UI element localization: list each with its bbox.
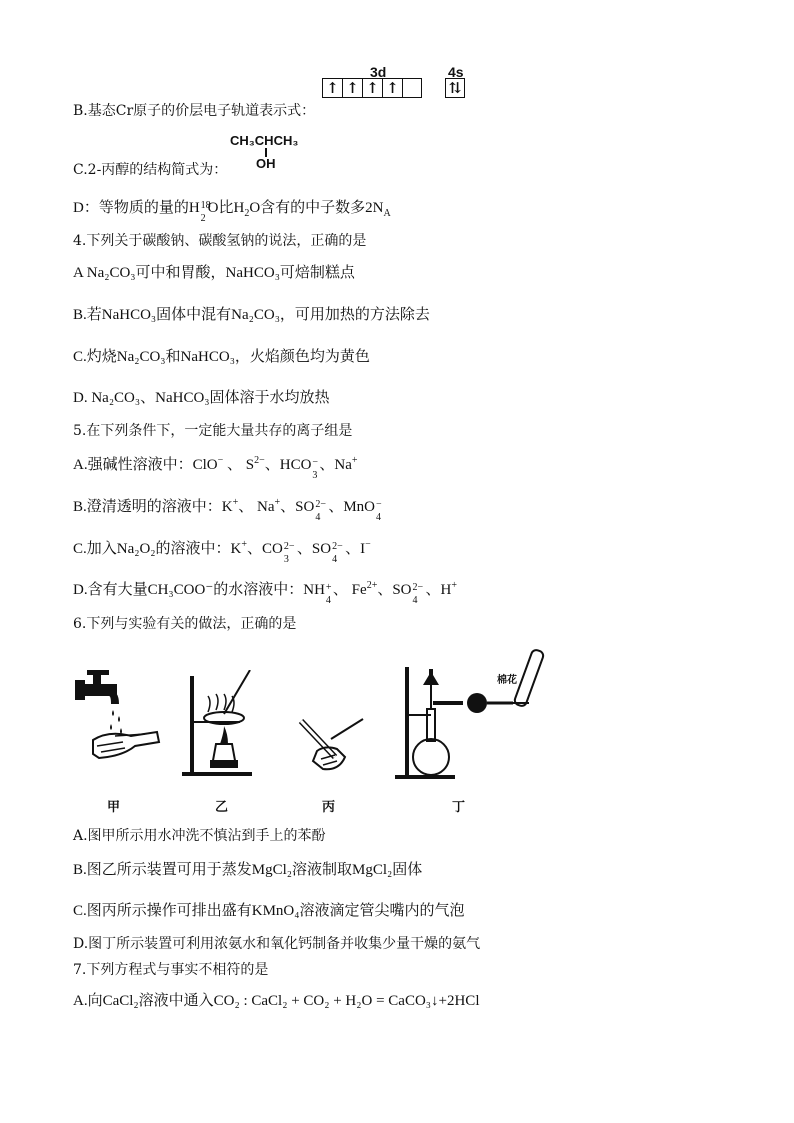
figure-jia-faucet: [75, 670, 165, 770]
q4-option-d: D. Na₂CO₃、NaHCO₃固体溶于水均放热: [73, 390, 330, 406]
orbital-diagram: [322, 66, 472, 112]
q5-option-a-label: A.强碱性溶液中：: [73, 457, 193, 473]
orbital-label-4s: 4s: [448, 64, 464, 80]
q4-option-c: C.灼烧Na₂CO₃和NaHCO₃，火焰颜色均为黄色: [73, 349, 370, 365]
orbital-box-4s: ⇅: [445, 78, 465, 98]
struct-formula-bottom: OH: [256, 156, 276, 171]
figure-caption-yi: 乙: [215, 799, 229, 814]
q5-option-a: A.强碱性溶液中：ClO− 、 $S^{2-}$、HCO − 3 、Na+: [73, 455, 358, 481]
q6-option-c: C.图丙所示操作可排出盛有KMnO₄溶液滴定管尖嘴内的气泡: [73, 903, 465, 919]
figure-caption-jia: 甲: [107, 799, 121, 814]
orbital-label-3d: 3d: [370, 64, 387, 80]
orbital-box-3d-1: ↑: [322, 78, 342, 98]
figure-caption-bing: 丙: [322, 799, 336, 814]
figure-yi-evaporation: [180, 670, 260, 780]
q3-option-b: [73, 101, 315, 121]
q3-option-c-text: C.2-丙醇的结构简式为：: [73, 162, 228, 178]
q6-option-b: B.图乙所示装置可用于蒸发MgCl₂溶液制取MgCl₂固体: [73, 862, 423, 878]
figure-ding-ammonia-apparatus: [395, 645, 555, 785]
cotton-label: 棉花: [497, 675, 517, 686]
figure-caption-ding: 丁: [452, 799, 466, 814]
q3-option-d-mid: O比H: [207, 200, 245, 216]
q3-option-c: [73, 160, 227, 180]
q4-option-b: B.若NaHCO₃固体中混有Na₂CO₃，可用加热的方法除去: [73, 307, 430, 323]
orbital-box-3d-3: ↑: [362, 78, 382, 98]
q7-stem: 7.下列方程式与事实不相符的是: [73, 962, 269, 978]
orbital-box-3d-5: [402, 78, 422, 98]
q5-option-c-label: C.加入Na₂O₂的溶液中：: [73, 541, 231, 557]
q5-option-b: B.澄清透明的溶液中：K+、 Na+、SO 2− 4 、MnO − 4: [73, 497, 382, 523]
q3-option-d-pre: D：等物质的量的H: [73, 200, 200, 216]
orbital-box-3d-4: ↑: [382, 78, 402, 98]
figure-bing-burette: [295, 715, 375, 775]
q4-option-a: A Na₂CO₃可中和胃酸，NaHCO₃可焙制糕点: [73, 265, 355, 281]
q5-option-c: C.加入Na₂O₂的溶液中：K+、CO 2− 3 、SO 2− 4 、I−: [73, 539, 371, 565]
orbital-box-3d-2: ↑: [342, 78, 362, 98]
q6-option-a: A.图甲所示用水冲洗不慎沾到手上的苯酚: [73, 828, 326, 844]
q5-option-b-label: B.澄清透明的溶液中：: [73, 499, 222, 515]
q4-stem: 4.下列关于碳酸钠、碳酸氢钠的说法，正确的是: [73, 233, 367, 249]
struct-formula-top: CH₃CHCH₃: [230, 133, 299, 148]
q5-option-d-label: D.含有大量CH₃COO⁻的水溶液中：: [73, 582, 304, 598]
q6-stem: 6.下列与实验有关的做法，正确的是: [73, 616, 297, 632]
q6-option-d: D.图丁所示装置可利用浓氨水和氧化钙制备并收集少量干燥的氨气: [73, 936, 481, 952]
q7-option-a: A.向CaCl₂溶液中通入CO₂ : CaCl₂ + CO₂ + H₂O = CaCO₃↓+2HCl: [73, 993, 480, 1009]
q3-option-d: D：等物质的量的H 18 2 O比$H_2O$含有的中子数多$2N_A$: [73, 199, 391, 224]
q5-stem: 5.在下列条件下，一定能大量共存的离子组是: [73, 423, 353, 439]
q3-option-b-text: B.基态Cr原子的价层电子轨道表示式：: [73, 103, 316, 119]
q5-option-d: D.含有大量CH₃COO⁻的水溶液中：NH + 4 、 $Fe^{2+}$、SO 2− 4 、H+: [73, 580, 457, 606]
q3-option-d-post: O含有的中子数多2N: [249, 200, 384, 216]
